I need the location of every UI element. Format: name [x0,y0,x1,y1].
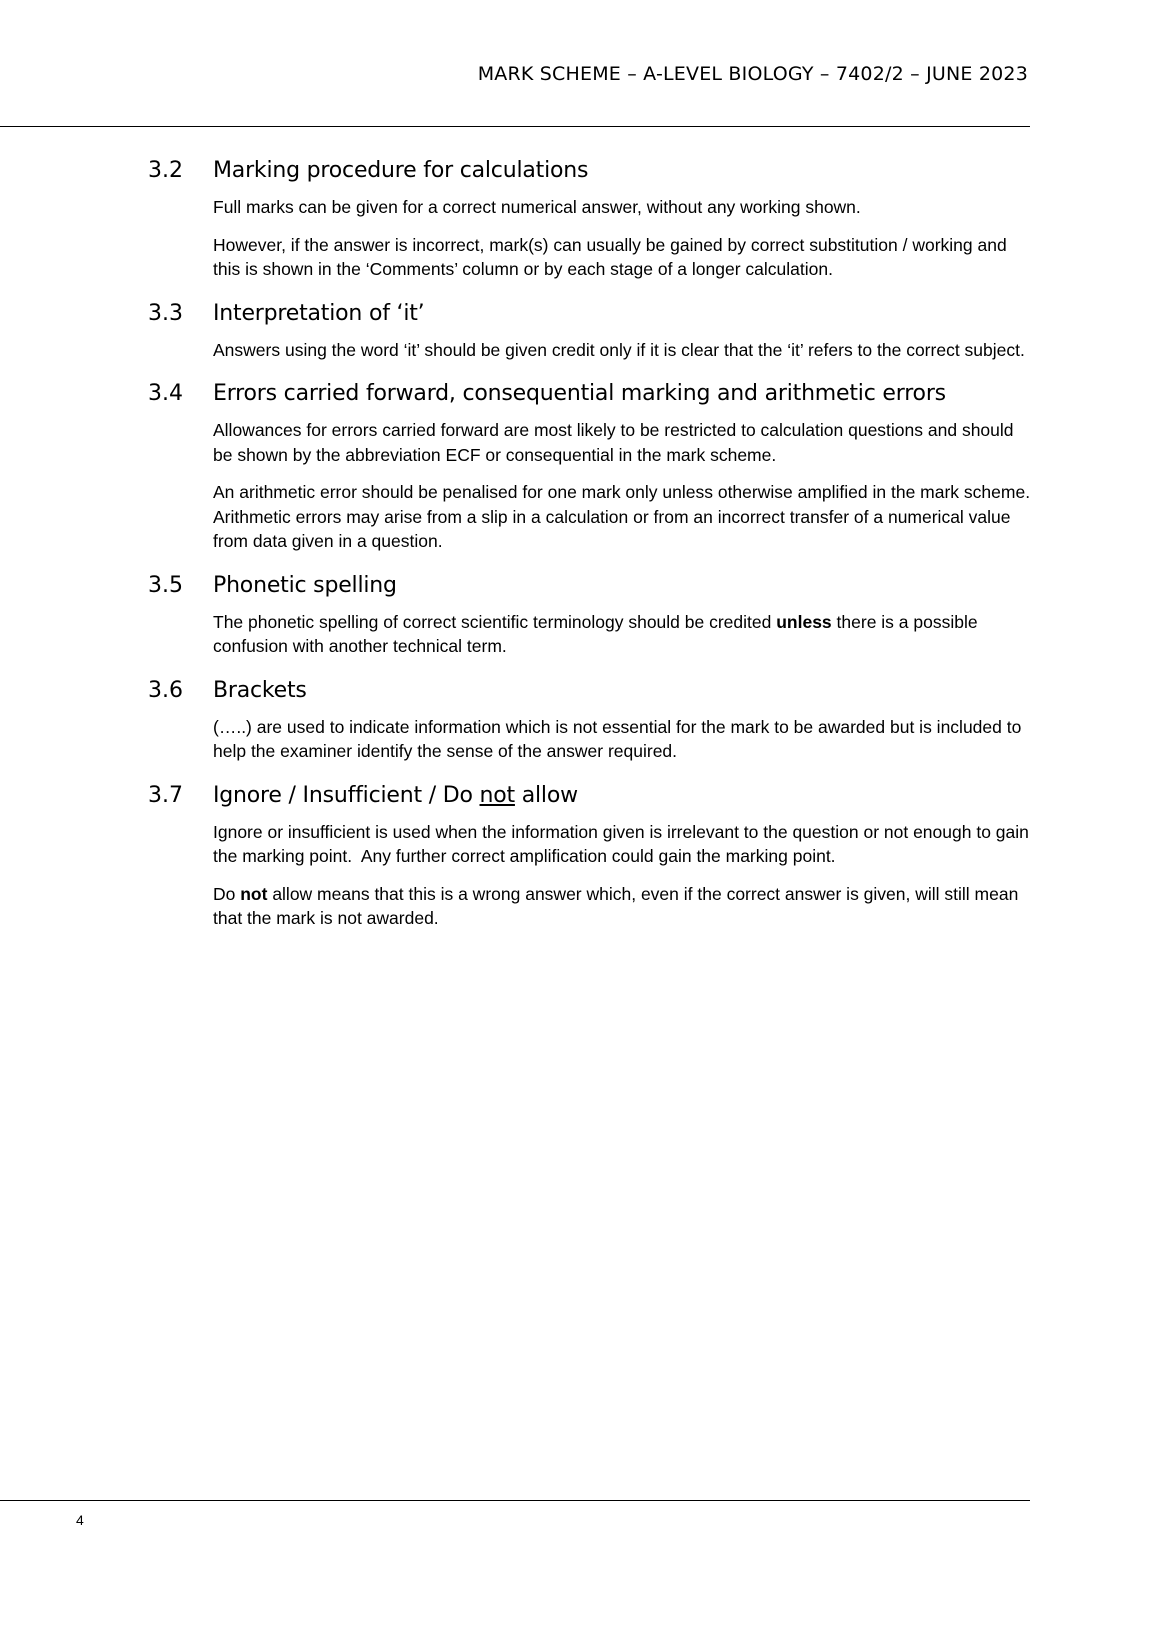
section-body [213,299,1032,363]
section-heading [213,781,1032,811]
paragraph: Ignore or insufficient is used when the information given is irrelevant to the question or not enough to gain the marking point. Any further correct amplification could gain the marking point. [213,821,1034,866]
paragraph-text: Do [213,883,241,904]
section-3-2 [148,156,1032,282]
paragraph: Allowances for errors carried forward are most likely to be restricted to calculation questions and should be shown by the abbreviation ECF or consequential in the mark scheme. [213,420,1019,465]
paragraph: Answers using the word ‘it’ should be given credit only if it is clear that the ‘it’ refers to the correct subject. [213,339,1025,360]
paragraph-text: allow means that this is a wrong answer which, even if the correct answer is given, will still mean that the mark is not awarded. [213,883,1024,928]
section-body [213,571,1032,659]
section-3-4 [148,379,1039,554]
page-number: 4 [76,1512,84,1528]
section-heading: Marking procedure for calculations [213,158,589,183]
paragraph-text: there is a possible confusion with another technical term. [213,611,983,656]
heading-text: allow [514,782,578,808]
section-heading: Interpretation of ‘it’ [213,300,425,326]
section-heading: Errors carried forward, consequential marking and arithmetic errors [213,381,946,406]
footer-rule [0,1500,1030,1501]
section-number: 3.6 [148,677,183,703]
underlined-heading-text: not [479,782,515,808]
section-body [213,156,1032,282]
section-3-5 [148,571,1032,659]
paragraph: Full marks can be given for a correct numerical answer, without any working shown. [213,197,861,217]
paragraph-text: The phonetic spelling of correct scientific terminology should be credited [213,611,777,632]
section-number: 3.3 [148,300,183,326]
section-body [213,781,1032,931]
section-body [213,676,1032,764]
heading-text: Ignore / Insufficient / Do [213,782,480,808]
section-body [213,379,1039,554]
section-number: 3.7 [148,782,183,808]
section-number: 3.2 [148,158,183,183]
header-rule [0,126,1030,127]
paragraph [213,610,1032,659]
paragraph: An arithmetic error should be penalised for one mark only unless otherwise amplified in the mark scheme. Arithmetic errors may arise from a slip in a calculation or from an incorrect transfer of a numerical value from data given in a question. [213,482,1039,551]
document-content [148,156,1039,948]
paragraph: (…..) are used to indicate information which is not essential for the mark to be awarded but is included to help the examiner identify the sense of the answer required. [213,716,1027,761]
page-header-title: MARK SCHEME – A-LEVEL BIOLOGY – 7402/2 – JUNE 2023 [477,63,1028,85]
section-3-3 [148,299,1032,363]
bold-text: not [240,883,268,904]
section-number: 3.4 [148,381,183,406]
paragraph [213,882,1032,931]
section-heading: Phonetic spelling [213,572,397,598]
section-heading: Brackets [213,677,307,703]
bold-text: unless [776,611,832,632]
section-number: 3.5 [148,572,183,598]
paragraph: However, if the answer is incorrect, mark(s) can usually be gained by correct substitution / working and this is shown in the ‘Comments’ column or by each stage of a longer calculation. [213,234,1012,279]
section-3-7 [148,781,1032,931]
section-3-6 [148,676,1032,764]
